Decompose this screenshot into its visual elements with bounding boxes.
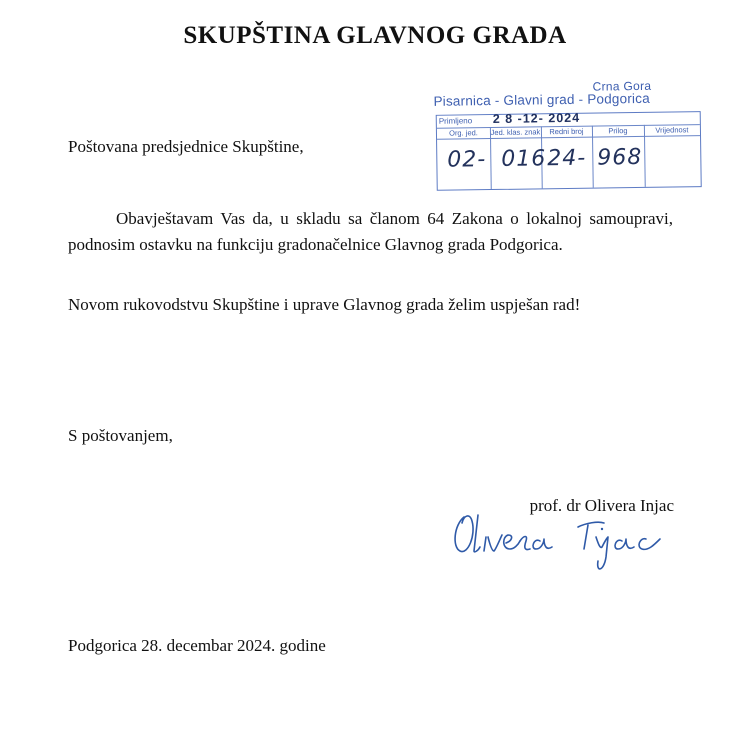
paragraph-wishes: Novom rukovodstvu Skupštine i uprave Glavnog grada želim uspješan rad! [68, 295, 581, 314]
stamp-office: Pisarnica - Glavni grad - Podgorica [433, 90, 650, 109]
stamp-column-label: Redni broj [549, 126, 584, 137]
stamp-received-date: 2 8 -12- 2024 [492, 110, 581, 127]
stamp-column-label: Vrijednost [655, 125, 689, 135]
stamp-column-label: Prilog [608, 126, 628, 136]
stamp-column-label: Jed. klas. znak [490, 127, 541, 138]
paragraph-resignation: Obavještavam Vas da, u skladu sa članom 64 Zakona o lokalnoj samoupravi, podnosim ostavku na funkciju gradonačelnice Glavnog grada Podgorica. [68, 209, 673, 254]
stamp-received-label: Primljeno [438, 116, 473, 126]
stamp-value-serial: 24- [547, 145, 587, 172]
closing: S poštovanjem, [68, 426, 173, 445]
registry-stamp [431, 78, 701, 192]
handwritten-signature [450, 505, 680, 585]
sender-name: prof. dr Olivera Injac [529, 496, 674, 515]
salutation: Poštovana predsjednice Skupštine, [68, 137, 304, 156]
stamp-column-label: Org. jed. [449, 128, 478, 138]
stamp-value-class-code: 016 [501, 146, 547, 172]
date-line: Podgorica 28. decembar 2024. godine [68, 636, 326, 655]
stamp-grid [436, 111, 702, 191]
stamp-country: Crna Gora [592, 78, 652, 94]
stamp-value-org-unit: 02- [447, 147, 487, 173]
document-title: SKUPŠTINA GLAVNOG GRADA [183, 22, 567, 49]
stamp-value-number: 968 [597, 144, 643, 171]
